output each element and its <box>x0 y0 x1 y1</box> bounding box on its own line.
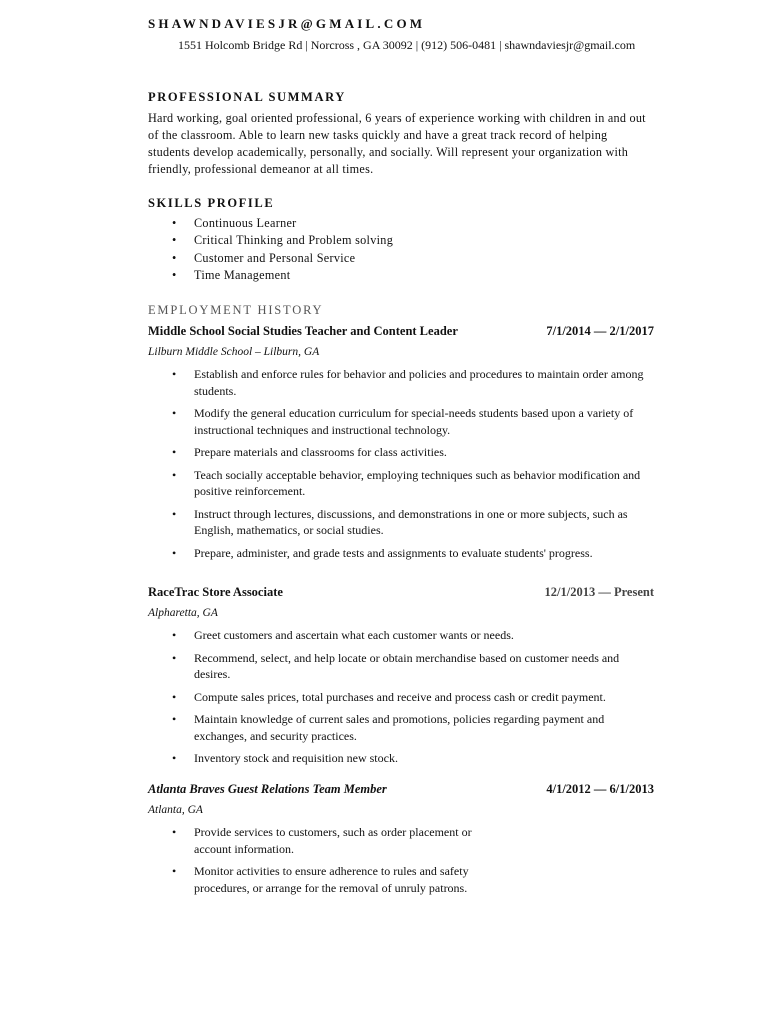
job-location: Alpharetta, GA <box>148 607 218 619</box>
skills-list <box>148 215 393 284</box>
skill-item: • Customer and Personal Service <box>148 250 393 267</box>
skill-item: • Continuous Learner <box>148 215 393 232</box>
employment-heading: EMPLOYMENT HISTORY <box>148 303 324 317</box>
job-title: Atlanta Braves Guest Relations Team Member <box>148 782 387 796</box>
duty-item: • Instruct through lectures, discussions, and demonstrations in one or more subjects, such as English, mathematics, or social studies. <box>148 506 658 539</box>
duty-item: • Maintain knowledge of current sales and promotions, policies regarding payment and exchanges, and security practices. <box>148 711 658 744</box>
job-title: RaceTrac Store Associate <box>148 585 283 599</box>
job-dates: 12/1/2013 — Present <box>544 585 654 599</box>
job-location: Atlanta, GA <box>148 804 203 816</box>
skill-item: • Time Management <box>148 267 393 284</box>
duty-item: • Recommend, select, and help locate or obtain merchandise based on customer needs and desires. <box>148 650 658 683</box>
duty-item: • Modify the general education curriculum for special-needs students based upon a variety of instructional techniques and instructional technology. <box>148 405 658 438</box>
job-dates: 7/1/2014 — 2/1/2017 <box>546 324 654 338</box>
job-duties-list <box>148 824 508 902</box>
duty-item: • Teach socially acceptable behavior, employing techniques such as behavior modification and positive reinforcement. <box>148 467 658 500</box>
name-email-heading: SHAWNDAVIESJR@GMAIL.COM <box>148 16 426 31</box>
duty-item: • Establish and enforce rules for behavior and policies and procedures to maintain order among students. <box>148 366 658 399</box>
summary-heading: PROFESSIONAL SUMMARY <box>148 90 346 104</box>
duty-item: • Monitor activities to ensure adherence to rules and safety procedures, or arrange for the removal of unruly patrons. <box>148 863 508 896</box>
job-location: Lilburn Middle School – Lilburn, GA <box>148 346 320 358</box>
duty-item: • Compute sales prices, total purchases and receive and process cash or credit payment. <box>148 689 658 706</box>
job-dates: 4/1/2012 — 6/1/2013 <box>546 782 654 796</box>
job-duties-list <box>148 366 658 567</box>
skill-item: • Critical Thinking and Problem solving <box>148 232 393 249</box>
skills-heading: SKILLS PROFILE <box>148 196 275 210</box>
summary-text: Hard working, goal oriented professional, 6 years of experience working with children in and out of the classroom. Able to learn new tasks quickly and have a great track record of helping students develop academically, personally, and socially. Will represent your organization with friendly, professional demeanor at all times. <box>148 111 646 176</box>
duty-item: • Prepare, administer, and grade tests and assignments to evaluate students' progress. <box>148 545 658 562</box>
duty-item: • Prepare materials and classrooms for class activities. <box>148 444 658 461</box>
duty-item: • Inventory stock and requisition new stock. <box>148 750 658 767</box>
job-title: Middle School Social Studies Teacher and Content Leader <box>148 324 458 338</box>
contact-line: 1551 Holcomb Bridge Rd | Norcross , GA 30092 | (912) 506-0481 | shawndaviesjr@gmail.com <box>178 38 636 52</box>
job-duties-list <box>148 627 658 773</box>
duty-item: • Greet customers and ascertain what each customer wants or needs. <box>148 627 658 644</box>
duty-item: • Provide services to customers, such as order placement or account information. <box>148 824 508 857</box>
